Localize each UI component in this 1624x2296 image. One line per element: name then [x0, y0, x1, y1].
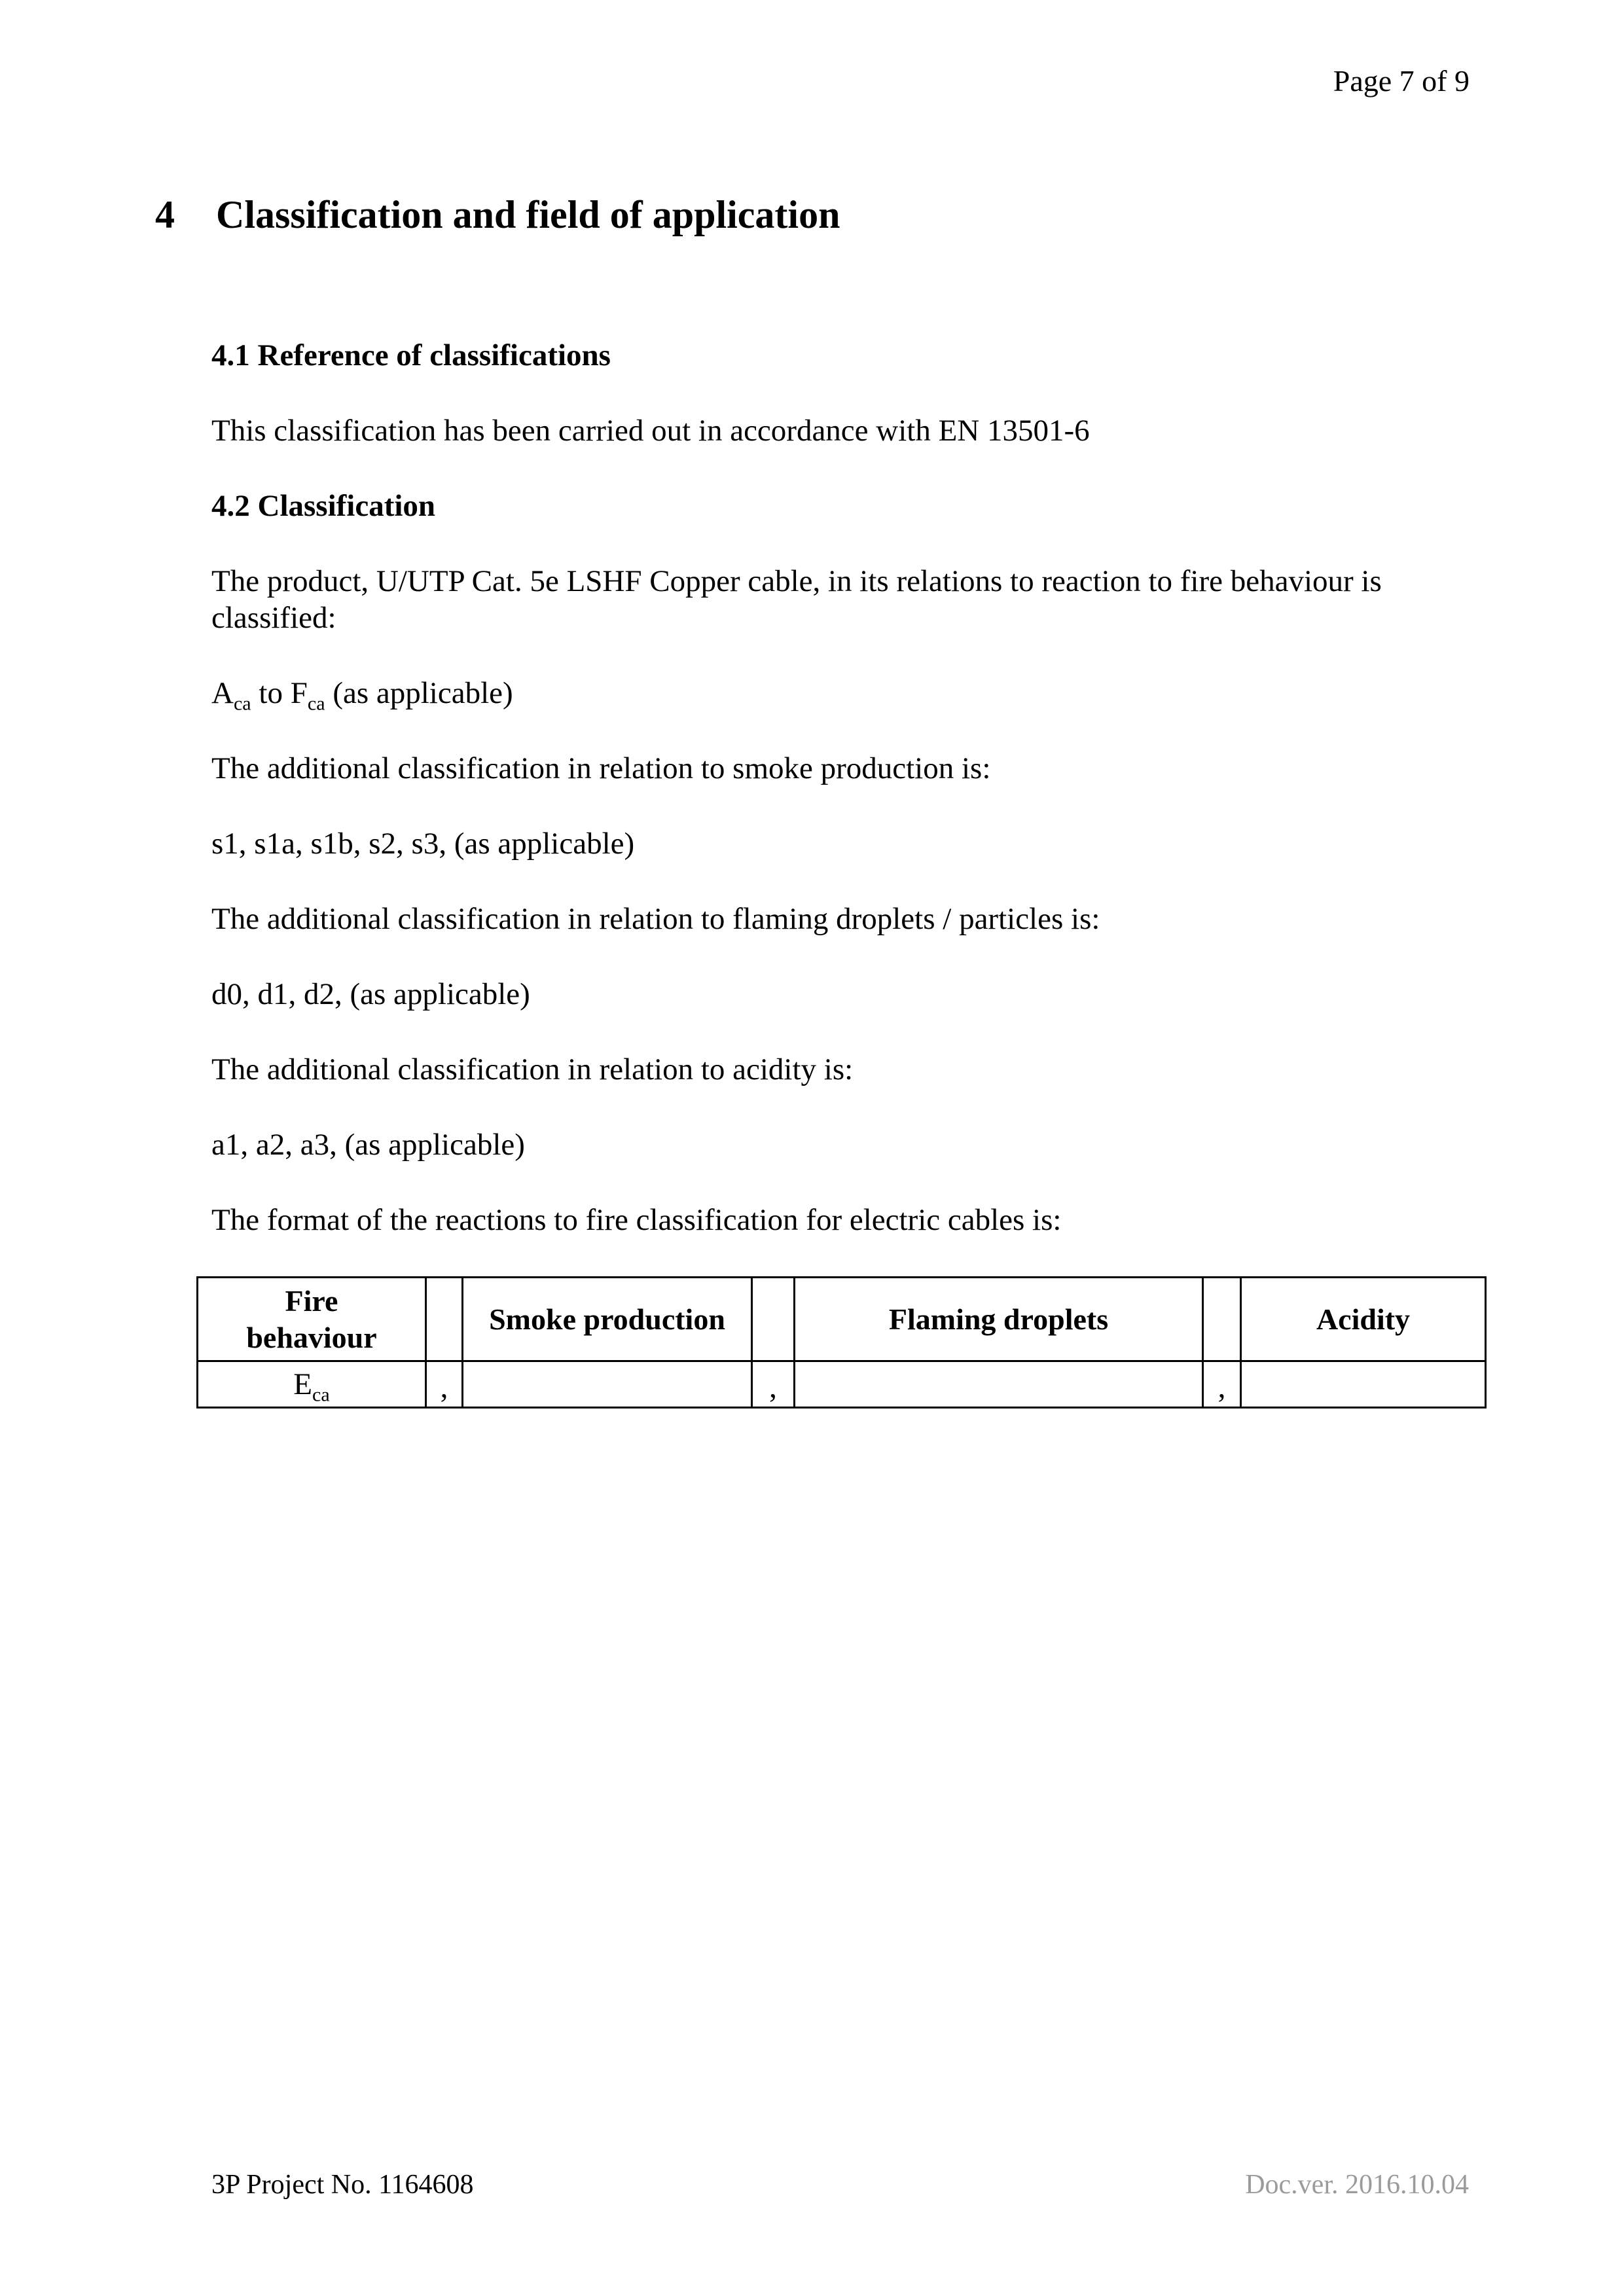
column-header-separator-3: [1203, 1278, 1241, 1361]
subsection-heading-4-2: 4.2 Classification: [211, 489, 436, 523]
page-footer: [211, 2169, 1469, 2200]
column-header-acidity: Acidity: [1241, 1278, 1486, 1361]
cell-comma-2: ,: [752, 1361, 795, 1408]
document-body: [211, 337, 1465, 1238]
cell-fire-behaviour: [198, 1361, 426, 1408]
table-data-row: [198, 1361, 1486, 1408]
subsection-heading-4-1: 4.1 Reference of classifications: [211, 338, 611, 372]
column-header-separator-1: [426, 1278, 463, 1361]
column-header-fire-behaviour-label: Fire behaviour: [246, 1283, 377, 1354]
column-header-fire-behaviour: [198, 1278, 426, 1361]
paragraph-smoke-values: s1, s1a, s1b, s2, s3, (as applicable): [211, 827, 635, 861]
paragraph-format-label: The format of the reactions to fire classification for electric cables is:: [211, 1203, 1062, 1237]
fire-class-a: A: [211, 676, 234, 710]
section-heading-4: [155, 192, 840, 238]
footer-project-number: 3P Project No. 1164608: [211, 2170, 474, 2200]
cell-flaming-droplets: [795, 1361, 1203, 1408]
fire-class-tail: (as applicable): [325, 676, 513, 710]
paragraph-reference: This classification has been carried out in accordance with EN 13501-6: [211, 414, 1090, 448]
column-header-flaming-droplets: Flaming droplets: [795, 1278, 1203, 1361]
fire-class-a-subscript: ca: [233, 692, 251, 715]
paragraph-acidity-values: a1, a2, a3, (as applicable): [211, 1128, 525, 1162]
fire-class-e-subscript: ca: [312, 1383, 330, 1406]
footer-doc-version: Doc.ver. 2016.10.04: [1245, 2170, 1469, 2200]
cell-comma-1: ,: [426, 1361, 463, 1408]
column-header-smoke-production: Smoke production: [463, 1278, 752, 1361]
column-header-separator-2: [752, 1278, 795, 1361]
page-number: Page 7 of 9: [1333, 64, 1470, 98]
cell-smoke-production: [463, 1361, 752, 1408]
cell-comma-3: ,: [1203, 1361, 1241, 1408]
cell-acidity: [1241, 1361, 1486, 1408]
paragraph-droplets-label: The additional classification in relation to flaming droplets / particles is:: [211, 902, 1100, 936]
fire-class-to-f: to F: [251, 676, 308, 710]
paragraph-smoke-label: The additional classification in relation to smoke production is:: [211, 751, 991, 785]
paragraph-acidity-label: The additional classification in relation to acidity is:: [211, 1052, 854, 1086]
paragraph-product-intro: The product, U/UTP Cat. 5e LSHF Copper cable, in its relations to reaction to fire behaviour is classified:: [211, 564, 1382, 635]
paragraph-droplets-values: d0, d1, d2, (as applicable): [211, 977, 530, 1011]
section-heading-number: 4: [155, 193, 175, 236]
classification-format-table: [196, 1276, 1487, 1408]
fire-class-e: E: [293, 1367, 312, 1401]
fire-class-f-subscript: ca: [307, 692, 325, 715]
table-header-row: [198, 1278, 1486, 1361]
paragraph-fire-class-range: [211, 675, 1465, 715]
section-heading-title: Classification and field of application: [216, 193, 840, 236]
